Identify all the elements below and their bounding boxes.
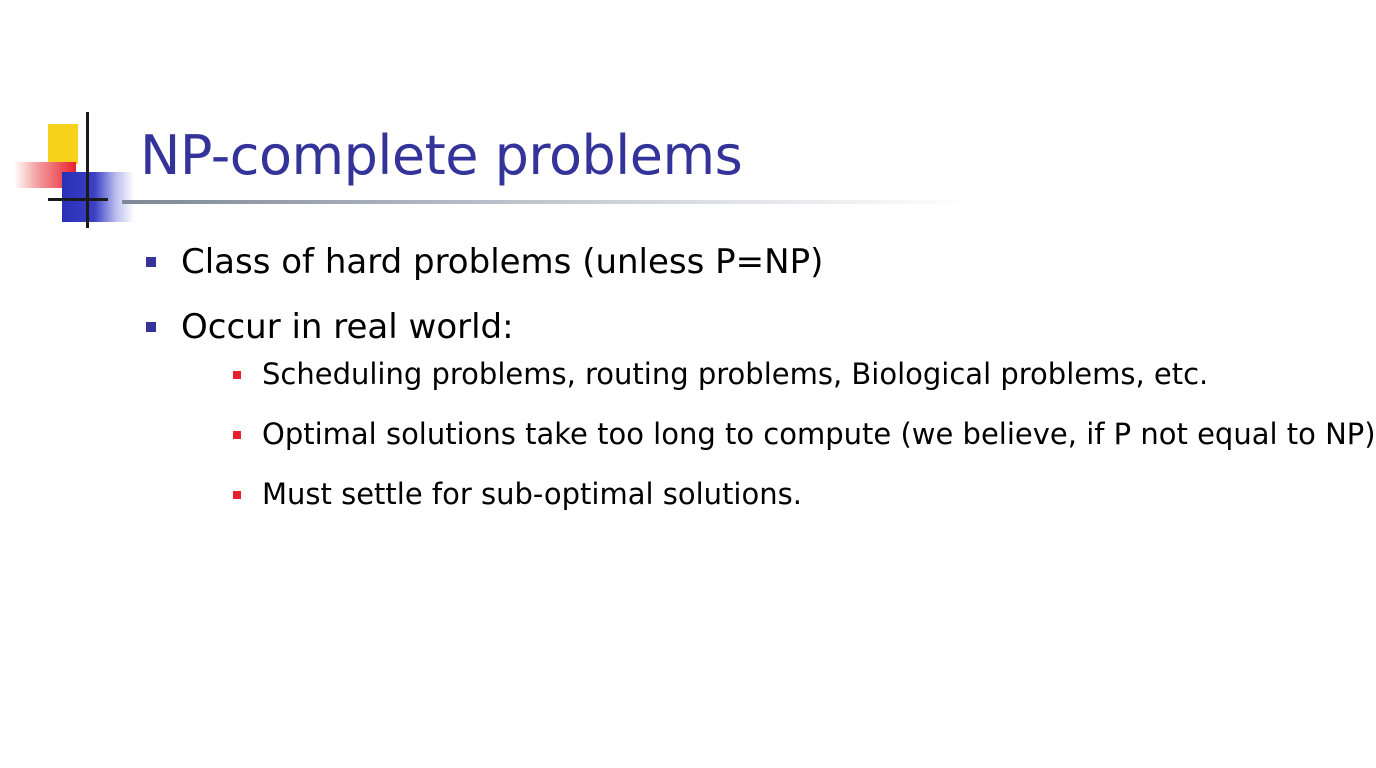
logo-vertical-line [86,112,89,228]
sub-bullet-list [181,351,1376,517]
template-logo-icon [0,0,150,240]
sub-bullet-item [227,411,1376,457]
sub-bullet-item [227,351,1209,397]
sub-bullet-text: Must settle for sub-optimal solutions. [262,477,802,511]
slide-title: NP-complete problems [140,124,743,187]
red-square-bullet-icon [233,371,241,379]
red-square-bullet-icon [233,491,241,499]
bullet-item [146,301,1376,517]
logo-yellow-square [48,124,78,164]
title-underline [122,200,972,204]
bullet-item [146,236,1006,288]
bullet-text: Class of hard problems (unless P=NP) [181,242,824,282]
logo-horizontal-line [48,198,108,201]
bullet-list [146,236,1376,531]
sub-bullet-text: Optimal solutions take too long to compute (we believe, if P not equal to NP) [262,417,1376,451]
sub-bullet-text: Scheduling problems, routing problems, Biological problems, etc. [262,357,1209,391]
red-square-bullet-icon [233,431,241,439]
square-bullet-icon [146,322,156,332]
sub-bullet-item [227,471,1037,517]
square-bullet-icon [146,257,156,267]
bullet-text: Occur in real world: [181,307,514,347]
logo-blue-block [62,172,134,222]
